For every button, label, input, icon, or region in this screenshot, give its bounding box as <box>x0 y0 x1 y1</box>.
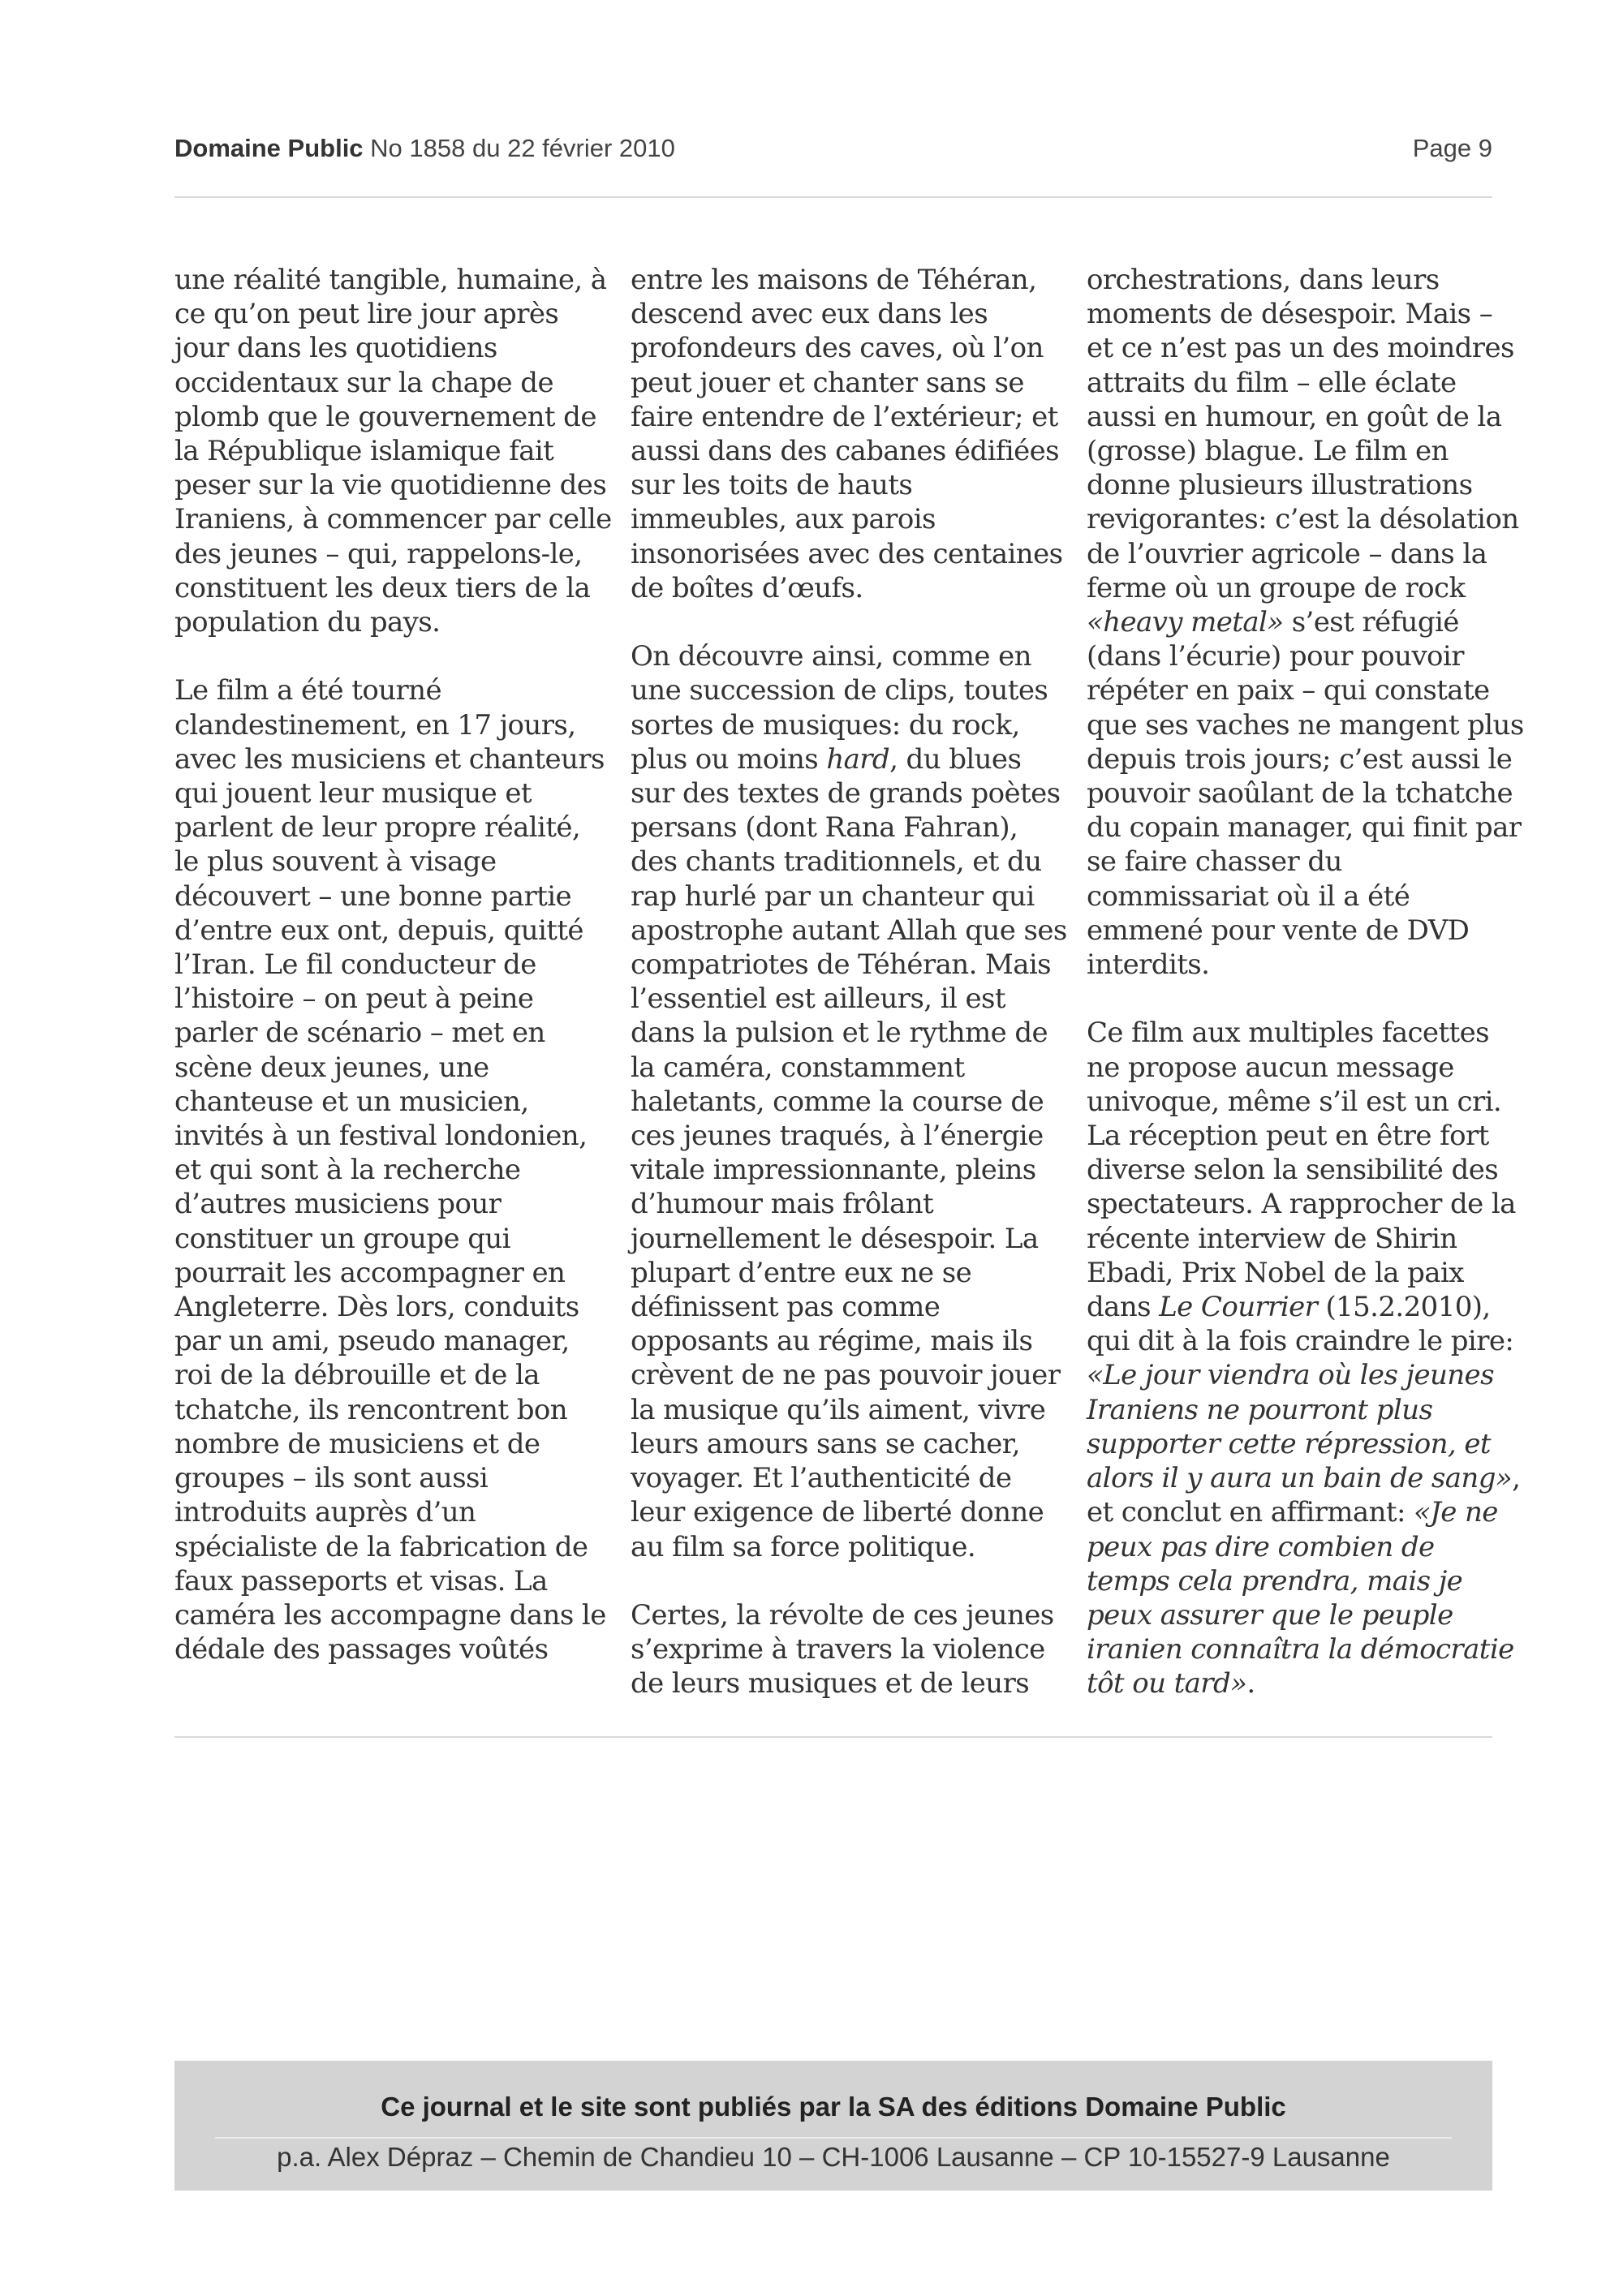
emphasis: «heavy metal» <box>1087 606 1284 639</box>
text-run: Ce film aux multiples facettes ne propose aucun message univoque, même s’il est un cri. La réception peut en être fort diverse selon la sensibilité des spectateurs. A rapprocher de la récente interview de Shirin Ebadi, Prix Nobel de la paix dans <box>1087 1017 1516 1324</box>
article-end-divider <box>174 1736 1492 1738</box>
text-run: orchestrations, dans leurs moments de désespoir. Mais – et ce n’est pas un des moindres attraits du film – elle éclate aussi en humour, en goût de la (grosse) blague. Le film en donne plusieurs illustrations revigorantes: c’est la désolation de l’ouvrier agricole – dans la ferme où un groupe de rock <box>1087 264 1519 604</box>
article-column-2 <box>631 263 1069 1701</box>
article-column-1 <box>174 263 613 1666</box>
page-number: Page 9 <box>1412 134 1492 162</box>
paragraph: une réalité tangible, humaine, à ce qu’on peut lire jour après jour dans les quotidiens occidentaux sur la chape de plomb que le gouvernement de la République islamique fait peser sur la vie quotidienne des Iraniens, à commencer par celle des jeunes – qui, rappelons-le, constituent les deux tiers de la population du pays. <box>174 264 612 639</box>
text-run: On découvre ainsi, comme en une succession de clips, toutes sortes de musiques: du rock, plus ou moins <box>631 640 1048 776</box>
publication-name: Domaine Public <box>174 134 364 162</box>
text-run: , du blues sur des textes de grands poètes persans (dont Rana Fahran), des chants traditionnels, et du rap hurlé par un chanteur qui apostrophe autant Allah que ses compatriotes de Téhéran. Mais l’essentiel est ailleurs, il est dans la pulsion et le rythme de la caméra, constamment haletants, comme la course de ces jeunes traqués, à l’énergie vitale impressionnante, pleins d’humour mais frôlant journellement le désespoir. La plupart d’entre eux ne se définissent pas comme opposants au régime, mais ils crèvent de ne pas pouvoir jouer la musique qu’ils aiment, vivre leurs amours sans se cacher, voyager. Et l’authenticité de leur exigence de liberté donne au film sa force politique. <box>631 742 1067 1563</box>
text-run: . <box>1246 1667 1255 1701</box>
issue-info: No 1858 du 22 février 2010 <box>370 134 675 162</box>
paragraph: Certes, la révolte de ces jeunes s’exprime à travers la violence de leurs musiques et de leurs <box>631 1598 1054 1701</box>
publisher-footer <box>174 2061 1492 2191</box>
paragraph <box>1087 263 1525 982</box>
emphasis: Le Courrier <box>1159 1291 1318 1324</box>
emphasis: hard <box>826 742 890 776</box>
paragraph: entre les maisons de Téhéran, descend avec eux dans les profondeurs des caves, où l’on peut jouer et chanter sans se faire entendre de l’extérieur; et aussi dans des cabanes édifiées sur les toits de hauts immeubles, aux parois insonorisées avec des centaines de boîtes d’œufs. <box>631 264 1063 604</box>
quote: «Je ne peux pas dire combien de temps cela prendra, mais je peux assurer que le peuple iranien connaîtra la démocratie tôt ou tard» <box>1087 1496 1514 1701</box>
footer-divider <box>215 2137 1452 2139</box>
publisher-address: p.a. Alex Dépraz – Chemin de Chandieu 10 – CH-1006 Lausanne – CP 10-15527-9 Lausanne <box>277 2142 1390 2172</box>
article-column-3 <box>1087 263 1525 1701</box>
paragraph: Le film a été tourné clandestinement, en 17 jours, avec les musiciens et chanteurs qui jouent leur musique et parlent de leur propre réalité, le plus souvent à visage découvert – une bonne partie d’entre eux ont, depuis, quitté l’Iran. Le fil conducteur de l’histoire – on peut à peine parler de scénario – met en scène deux jeunes, une chanteuse et un musicien, invités à un festival londonien, et qui sont à la recherche d’autres musiciens pour constituer un groupe qui pourrait les accompagner en Angleterre. Dès lors, conduits par un ami, pseudo manager, roi de la débrouille et de la tchatche, ils rencontrent bon nombre de musiciens et de groupes – ils sont aussi introduits auprès d’un spécialiste de la fabrication de faux passeports et visas. La caméra les accompagne dans le dédale des passages voûtés <box>174 674 606 1666</box>
text-run: , et conclut en affirmant: <box>1087 1462 1521 1529</box>
publisher-statement: Ce journal et le site sont publiés par la SA des éditions Domaine Public <box>381 2092 1286 2122</box>
text-run: (15.2.2010), qui dit à la fois craindre le pire: <box>1087 1291 1514 1358</box>
text-run: s’est réfugié (dans l’écurie) pour pouvoir répéter en paix – qui constate que ses vaches ne mangent plus depuis trois jours; c’est aussi le pouvoir saoûlant de la tchatche du copain manager, qui finit par se faire chasser du commissariat où il a été emmené pour vente de DVD interdits. <box>1087 606 1524 982</box>
paragraph <box>1087 1016 1525 1701</box>
header-divider <box>174 196 1492 198</box>
quote: «Le jour viendra où les jeunes Iraniens ne pourront plus supporter cette répression, et alors il y aura un bain de sang» <box>1087 1359 1513 1495</box>
page-header <box>174 134 1492 170</box>
paragraph <box>631 639 1069 1563</box>
